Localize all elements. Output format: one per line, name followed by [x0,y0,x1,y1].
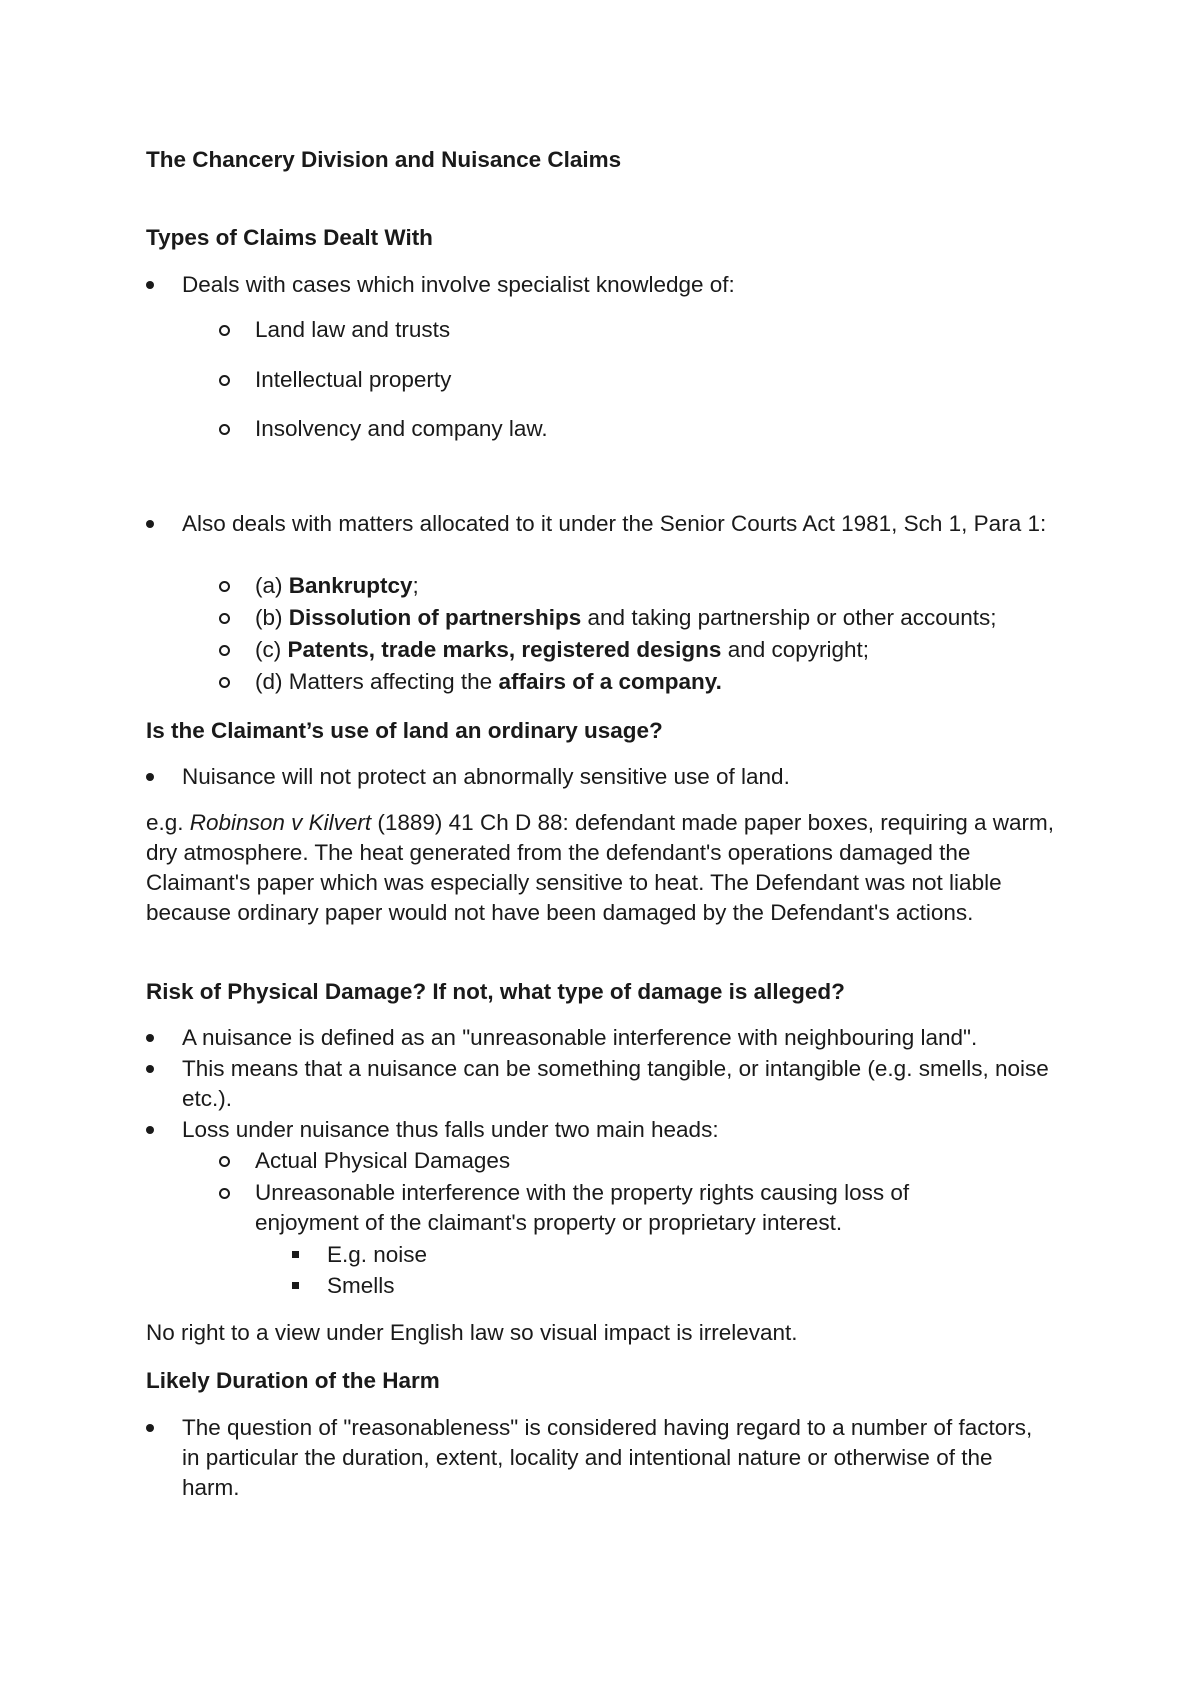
item-prefix: (c) [255,637,288,662]
paragraph-robinson-v-kilvert [146,808,1066,928]
paragraph-no-right-to-view: No right to a view under English law so visual impact is irrelevant. [146,1320,798,1345]
item-rest: ; [412,573,419,598]
bullet-icon [146,509,158,539]
item-prefix: (d) Matters affecting the [255,669,499,694]
list-item: A nuisance is defined as an "unreasonable interference with neighbouring land". [182,1025,978,1050]
section-heading-duration-of-harm: Likely Duration of the Harm [146,1368,440,1393]
item-bold: Dissolution of partnerships [288,605,582,630]
circle-bullet-icon [219,315,233,345]
circle-bullet-icon [219,1146,233,1176]
item-bold: affairs of a company. [498,669,722,694]
list-item [255,571,1085,601]
list-item: Insolvency and company law. [255,416,548,441]
bullet-icon [146,1023,158,1053]
item-rest: and taking partnership or other accounts; [581,605,997,630]
square-bullet-icon [292,1271,302,1301]
list-item: The question of "reasonableness" is considered having regard to a number of factors, in particular the duration, extent, locality and intentional nature or otherwise of the harm. [182,1415,1033,1500]
bullet-icon [146,762,158,792]
list-item: Intellectual property [255,367,452,392]
square-bullet-icon [292,1240,302,1270]
para-text: (1889) 41 Ch D 88: defendant made paper boxes, requiring a warm, dry atmosphere. The heat generated from the defendant's operations damaged the Claimant's paper which was especially sensitive to heat. The Defendant was not liable because ordinary paper would not have been damaged by the Defendant's actions. [146,810,1055,925]
circle-bullet-icon [219,1178,233,1208]
item-rest: and copyright; [721,637,870,662]
list-item: Nuisance will not protect an abnormally sensitive use of land. [182,764,790,789]
list-item: Land law and trusts [255,317,451,342]
list-item: Also deals with matters allocated to it under the Senior Courts Act 1981, Sch 1, Para 1: [182,511,1047,536]
section-heading-types-of-claims: Types of Claims Dealt With [146,225,433,250]
list-item: E.g. noise [327,1242,428,1267]
item-bold: Bankruptcy [288,573,413,598]
circle-bullet-icon [219,571,233,601]
circle-bullet-icon [219,635,233,665]
section-heading-physical-damage: Risk of Physical Damage? If not, what type of damage is alleged? [146,979,845,1004]
circle-bullet-icon [219,365,233,395]
case-name: Robinson v Kilvert [189,810,372,835]
para-prefix: e.g. [146,810,190,835]
section-heading-ordinary-usage: Is the Claimant’s use of land an ordinary usage? [146,718,663,743]
circle-bullet-icon [219,603,233,633]
document-title: The Chancery Division and Nuisance Claims [146,147,622,172]
item-prefix: (b) [255,605,289,630]
item-prefix: (a) [255,573,289,598]
circle-bullet-icon [219,414,233,444]
list-item: Deals with cases which involve specialist knowledge of: [182,272,735,297]
bullet-icon [146,1115,158,1145]
list-item [255,635,1085,665]
list-item: Actual Physical Damages [255,1148,511,1173]
circle-bullet-icon [219,667,233,697]
list-item: Unreasonable interference with the property rights causing loss of enjoyment of the claimant's property or proprietary interest. [255,1180,910,1235]
list-item: This means that a nuisance can be something tangible, or intangible (e.g. smells, noise etc.). [182,1056,1049,1111]
bullet-icon [146,1054,158,1084]
bullet-icon [146,1413,158,1443]
bullet-icon [146,270,158,300]
list-item: Loss under nuisance thus falls under two main heads: [182,1117,719,1142]
list-item [255,603,1085,633]
list-item [255,667,1085,697]
list-item: Smells [327,1273,395,1298]
item-bold: Patents, trade marks, registered designs [287,637,722,662]
